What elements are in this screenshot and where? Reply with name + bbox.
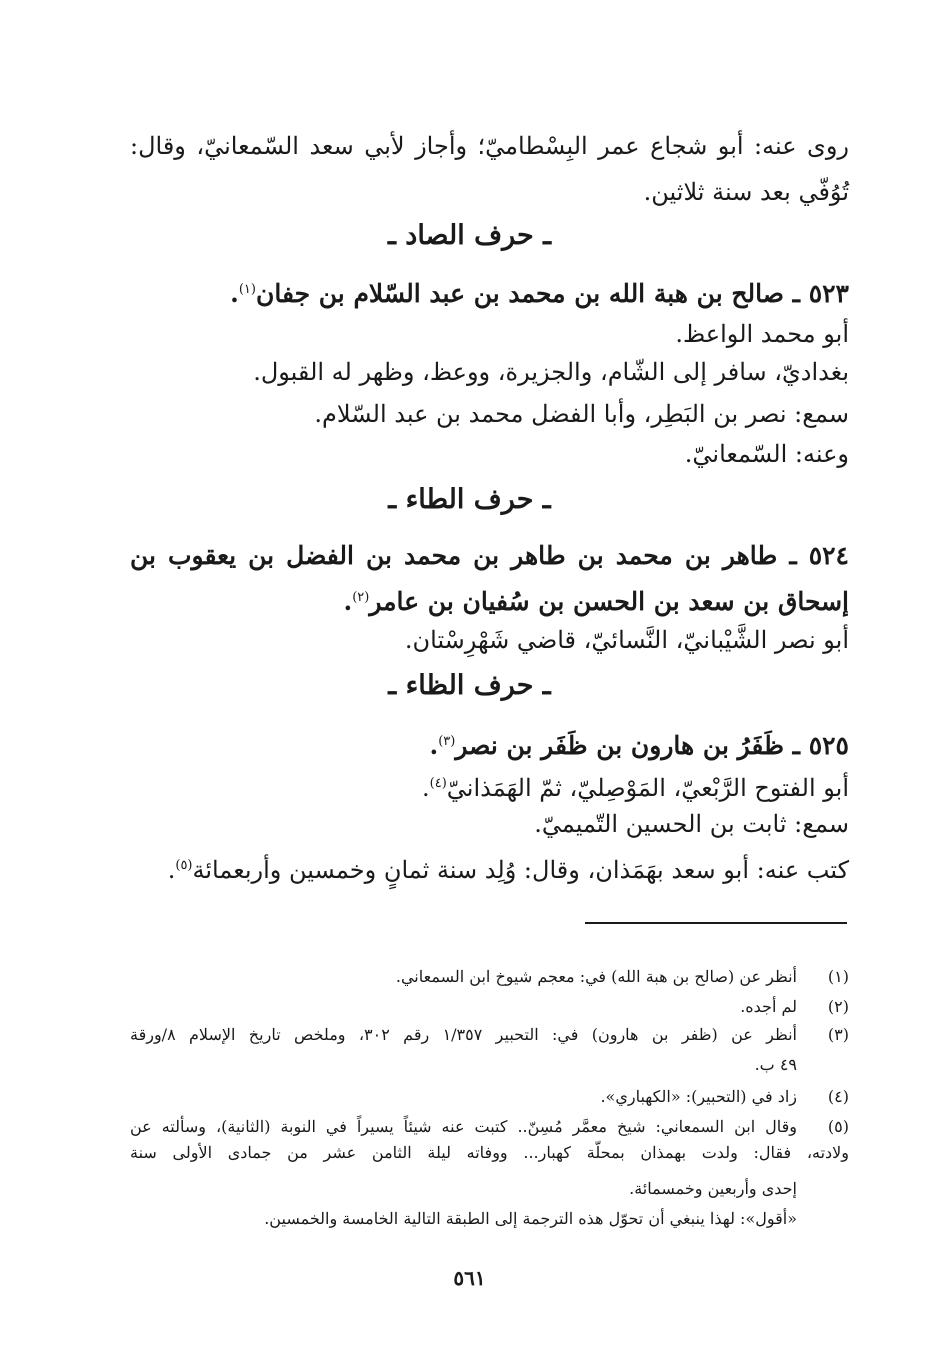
entry-524-name-1: ٥٢٤ ـ طاهر بن محمد بن طاهر بن محمد بن الفضل بن يعقوب بن [130,541,849,570]
footnote-ref-1: (١) [238,282,256,297]
entry-524-end: . [343,587,353,616]
entry-525-kunya-end: . [421,774,430,802]
entry-523-heard: سمع: نصر بن البَطِر، وأبا الفضل محمد بن عبد السّلام. [314,400,849,428]
entry-523-name: ٥٢٣ ـ صالح بن هبة الله بن محمد بن عبد السّلام بن جفان [255,279,849,308]
entry-523-end: . [230,279,239,308]
footnote-ref-2: (٢) [352,590,370,605]
footnote-3-number: (٣) [827,1025,849,1044]
footnote-5-number: (٥) [827,1117,849,1136]
section-heading-ta: ـ حرف الطاء ـ [388,484,551,515]
footnote-3-text: أنظر عن (ظفر بن هارون) في: التحبير ١/٣٥٧ رقم ٣٠٢، وملخص تاريخ الإسلام ٨/ورقة [130,1025,798,1044]
footnote-5-continuation-1: ولادته، فقال: ولدت بهمذان بمحلّة كهبار... ووفاته ليلة الثامن عشر من جمادى الأولى سنة [130,1143,849,1162]
entry-524-kunya: أبو نصر الشَّيْبانيّ، النَّسائيّ، قاضي شَهْرِسْتان. [404,626,849,654]
entry-525-wrote [130,846,849,890]
entry-524-name-2: إسحاق بن سعد بن الحسن بن سُفيان بن عامر [369,587,849,616]
footnote-ref-4: (٤) [429,776,447,791]
footnote-3-continuation: ٤٩ ب. [754,1055,797,1074]
footnote-4-text: زاد في (التحبير): «الكهباري». [600,1087,797,1106]
entry-525-heard: سمع: ثابت بن الحسين التّميميّ. [534,810,849,838]
entry-523-bio: بغداديّ، سافر إلى الشّام، والجزيرة، ووعظ، وظهر له القبول. [253,358,849,386]
entry-525-wrote-end: . [167,856,176,884]
footnote-5-continuation-3: «أقول»: لهذا ينبغي أن تحوّل هذه الترجمة إلى الطبقة التالية الخامسة والخمسين. [264,1209,797,1228]
footnote-ref-5: (٥) [175,858,193,873]
entry-525-title [130,722,849,766]
section-heading-sad: ـ حرف الصاد ـ [388,220,551,251]
entry-523-title [130,270,849,314]
footnote-separator [585,922,847,924]
entry-525-kunya [130,764,849,808]
intro-line-1: روى عنه: أبو شجاع عمر البِسْطاميّ؛ وأجاز لأبي سعد السّمعانيّ، وقال: [130,132,849,160]
entry-524-title-2 [130,578,849,622]
footnote-2-number: (٢) [827,997,849,1016]
footnote-2-text: لم أجده. [740,997,797,1016]
entry-524-title-1 [130,536,849,576]
footnote-5-continuation-2: إحدى وأربعين وخمسمائة. [629,1179,797,1198]
entry-525-kunya-text: أبو الفتوح الرَّبْعيّ، المَوْصِليّ، ثمّ الهَمَذانيّ [446,774,849,802]
footnote-1-text: أنظر عن (صالح بن هبة الله) في: معجم شيوخ ابن السمعاني. [395,967,797,986]
entry-523-narrators: وعنه: السّمعانيّ. [684,440,849,468]
footnote-5-text: وقال ابن السمعاني: شيخ معمَّر مُسِنّ.. كتبت عنه شيئاً يسيراً في النوبة (الثانية)، وسألته عن [130,1117,797,1136]
section-heading-za: ـ حرف الظاء ـ [388,670,551,701]
footnote-1-number: (١) [827,967,849,986]
footnote-ref-3: (٣) [438,734,456,749]
intro-line-2: تُوُفّي بعد سنة ثلاثين. [643,178,849,206]
entry-525-name: ٥٢٥ ـ ظَفَرُ بن هارون بن ظَفَر بن نصر [455,731,849,760]
entry-525-end: . [429,731,439,760]
footnote-4-number: (٤) [827,1087,849,1106]
entry-525-wrote-text: كتب عنه: أبو سعد بهَمَذان، وقال: وُلِد سنة ثمانٍ وخمسين وأربعمائة [192,856,849,884]
page-number: ٥٦١ [453,1266,486,1290]
entry-523-kunya: أبو محمد الواعظ. [675,320,849,348]
